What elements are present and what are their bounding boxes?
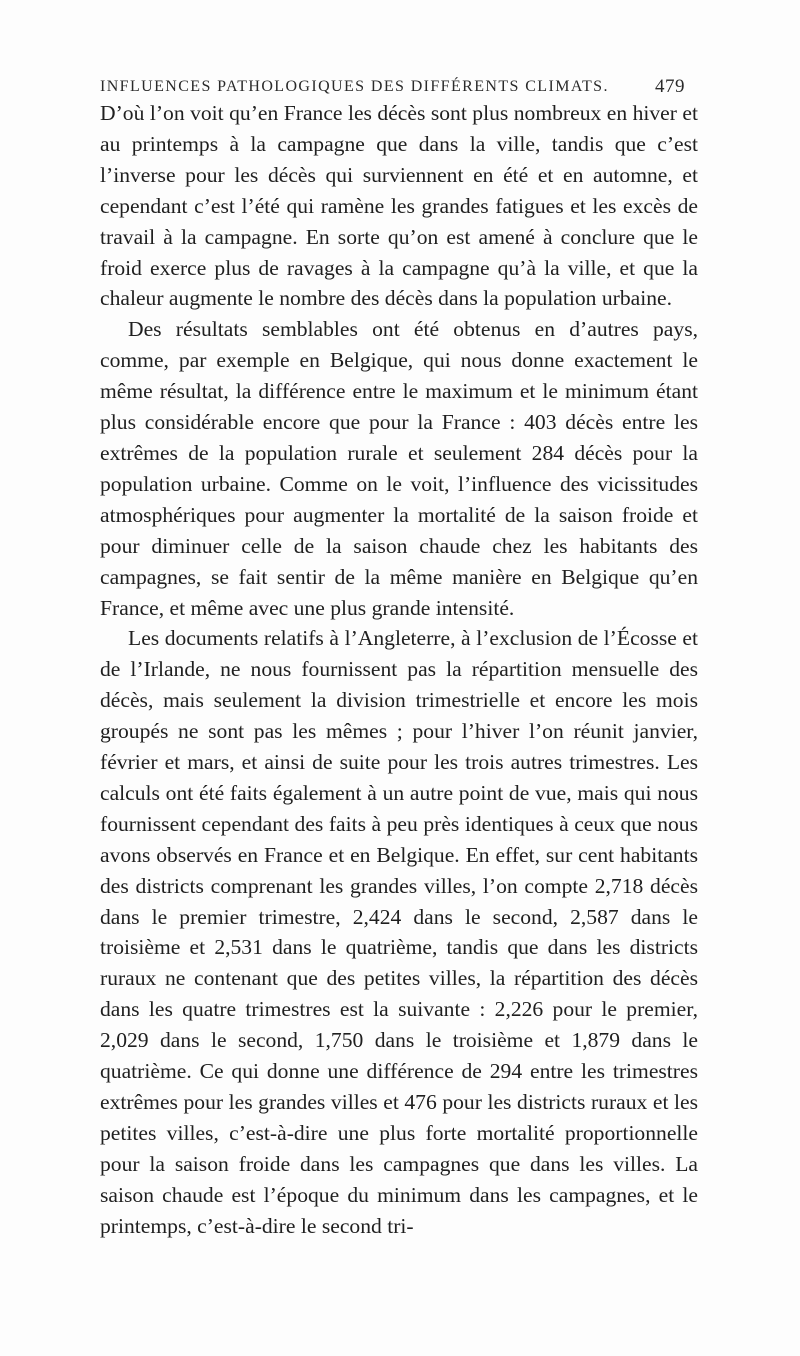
body-text [100, 98, 698, 1242]
paragraph-1: D’où l’on voit qu’en France les décès sont plus nombreux en hiver et au printemps à la campagne que dans la ville, tandis que c’est l’inverse pour les décès qui surviennent en été et en automne, et cependant c’est l’été qui ramène les grandes fatigues et les excès de travail à la campagne. En sorte qu’on est amené à conclure que le froid exerce plus de ravages à la campagne qu’à la ville, et que la chaleur augmente le nombre des décès dans la population urbaine. [100, 101, 698, 311]
paragraph-2: Des résultats semblables ont été obtenus en d’autres pays, comme, par exemple en Belgique, qui nous donne exactement le même résultat, la différence entre le maximum et le minimum étant plus considérable encore que pour la France : 403 décès entre les extrêmes de la population rurale et seulement 284 décès pour la population urbaine. Comme on le voit, l’influence des vicissitudes atmosphériques pour augmenter la mortalité de la saison froide et pour diminuer celle de la saison chaude chez les habitants des campagnes, se fait sentir de la même manière en Belgique qu’en France, et même avec une plus grande intensité. [100, 317, 698, 620]
page-number: 479 [655, 76, 685, 97]
paragraph-3: Les documents relatifs à l’Angleterre, à l’exclusion de l’Écosse et de l’Irlande, ne nous fournissent pas la répartition mensuelle des décès, mais seulement la division trimestrielle et encore les mois groupés ne sont pas les mêmes ; pour l’hiver l’on réunit janvier, février et mars, et ainsi de suite pour les trois autres trimestres. Les calculs ont été faits également à un autre point de vue, mais qui nous fournissent cependant des faits à peu près identiques à ceux que nous avons observés en France et en Belgique. En effet, sur cent habitants des districts comprenant les grandes villes, l’on compte 2,718 décès dans le premier trimestre, 2,424 dans le second, 2,587 dans le troisième et 2,531 dans le quatrième, tandis que dans les districts ruraux ne contenant que des petites villes, la répartition des décès dans les quatre trimestres est la suivante : 2,226 pour le premier, 2,029 dans le second, 1,750 dans le troisième et 1,879 dans le quatrième. Ce qui donne une différence de 294 entre les trimestres extrêmes pour les grandes villes et 476 pour les districts ruraux et les petites villes, c’est-à-dire une plus forte mortalité proportionnelle pour la saison froide dans les campagnes que dans les villes. La saison chaude est l’époque du minimum dans les campagnes, et le printemps, c’est-à-dire le second tri- [100, 626, 698, 1238]
running-title: INFLUENCES PATHOLOGIQUES DES DIFFÉRENTS CLIMATS. [100, 78, 609, 95]
